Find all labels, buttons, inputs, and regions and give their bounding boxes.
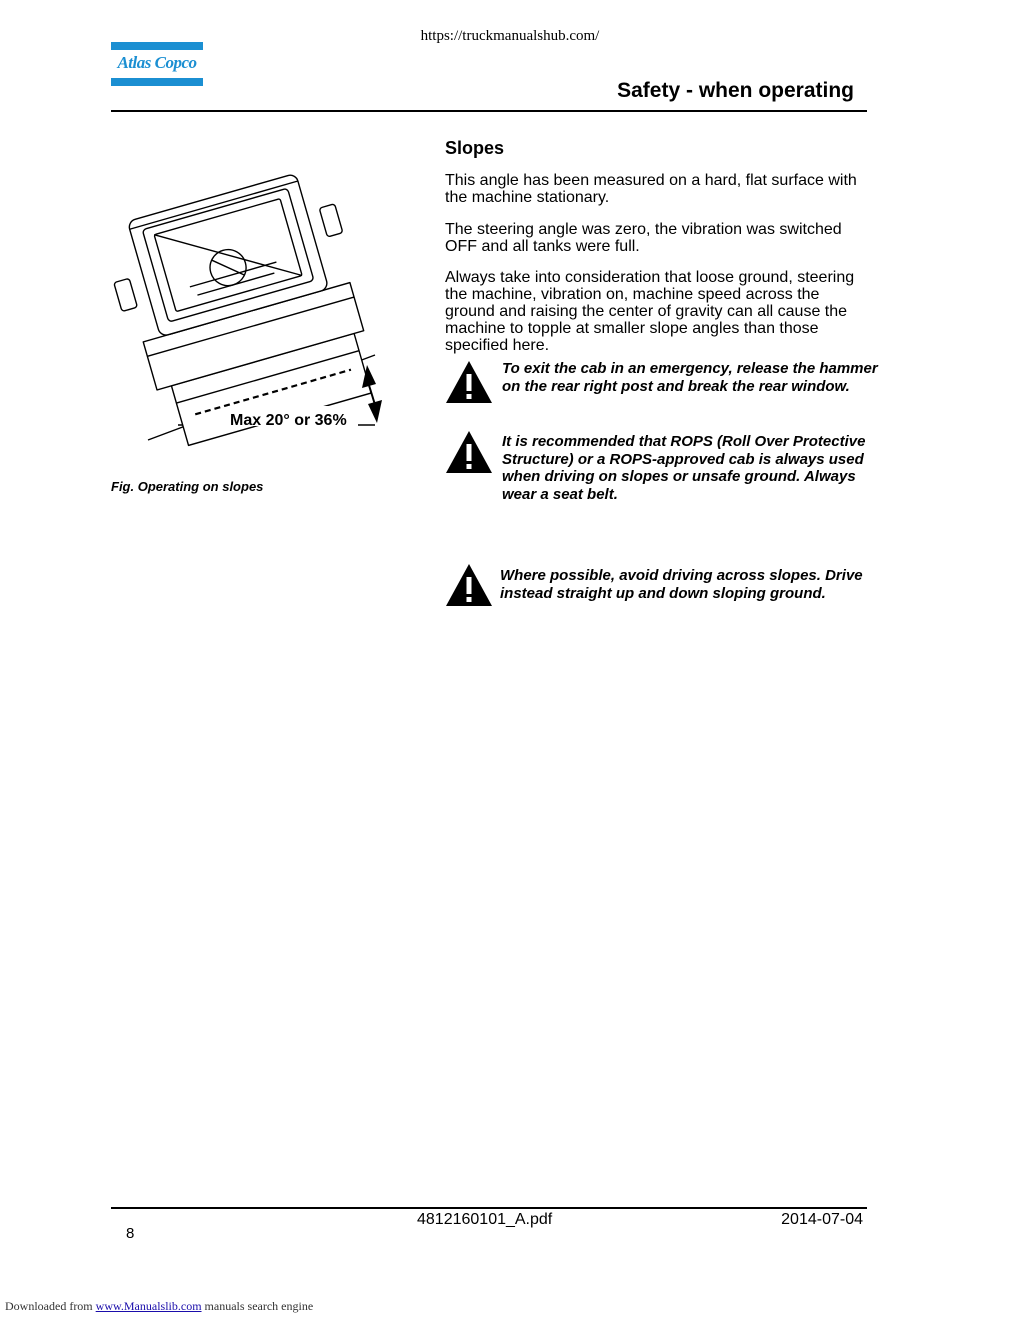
logo-bar-bottom xyxy=(111,78,203,86)
angle-arrow-head-down xyxy=(368,400,382,423)
warning-triangle-icon xyxy=(445,563,493,607)
slope-figure xyxy=(110,150,400,450)
warning-triangle-icon xyxy=(445,360,493,404)
download-note-prefix: Downloaded from xyxy=(5,1299,93,1313)
footer-file-name: 4812160101_A.pdf xyxy=(417,1211,553,1228)
paragraph: This angle has been measured on a hard, flat surface with the machine stationary. xyxy=(445,172,857,206)
slopes-heading: Slopes xyxy=(445,138,505,158)
logo-bar-top xyxy=(111,42,203,50)
manualslib-link[interactable]: www.Manualslib.com xyxy=(95,1299,202,1313)
page-number: 8 xyxy=(126,1225,135,1242)
atlas-copco-logo xyxy=(111,42,203,86)
footer-divider xyxy=(111,1207,867,1209)
warning-text: To exit the cab in an emergency, release the hammer on the rear right post and break the rear window. xyxy=(502,360,878,395)
source-url: https://truckmanualshub.com/ xyxy=(420,28,600,44)
warning-text: It is recommended that ROPS (Roll Over Protective Structure) or a ROPS-approved cab is always used when driving on slopes or unsafe ground. Always wear a seat belt. xyxy=(502,433,866,503)
warning-triangle-icon xyxy=(445,430,493,474)
section-title: Safety - when operating xyxy=(617,79,854,102)
download-note xyxy=(5,1299,313,1314)
footer-date: 2014-07-04 xyxy=(781,1211,863,1228)
logo-wordmark: Atlas Copco xyxy=(117,53,197,72)
download-note-suffix: manuals search engine xyxy=(204,1299,314,1313)
paragraph: Always take into consideration that loose ground, steering the machine, vibration on, machine speed across the ground and raising the center of gravity can all cause the machine to topple at smaller slope angles than those specified here. xyxy=(445,269,855,354)
figure-caption: Fig. Operating on slopes xyxy=(111,479,264,494)
paragraph: The steering angle was zero, the vibration was switched OFF and all tanks were full. xyxy=(445,221,842,255)
angle-limit-label: Max 20° or 36% xyxy=(230,412,347,429)
header-divider xyxy=(111,110,867,112)
warning-text: Where possible, avoid driving across slopes. Drive instead straight up and down sloping ground. xyxy=(500,567,863,602)
